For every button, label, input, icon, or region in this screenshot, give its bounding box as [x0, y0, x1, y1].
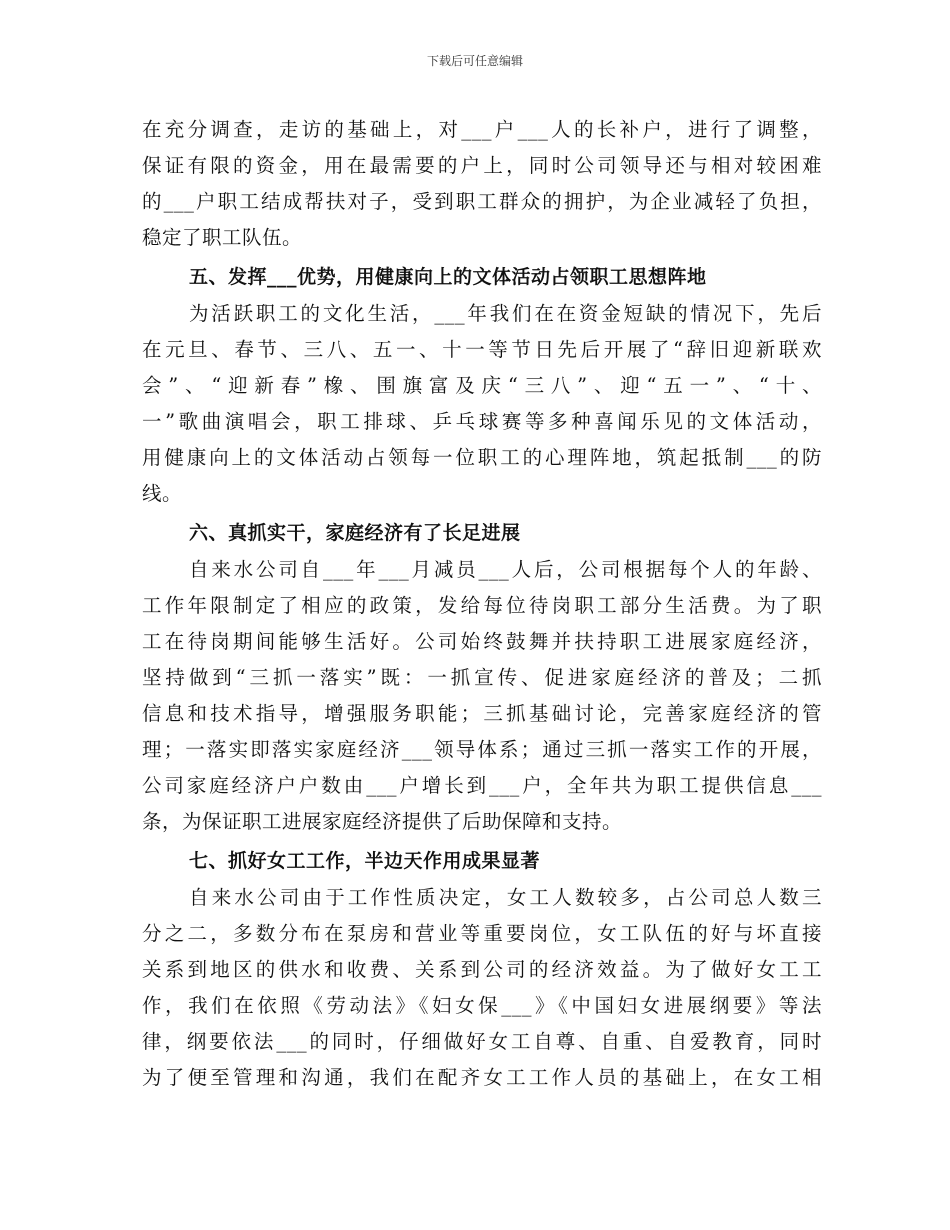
text-line: 作，我们在依照《劳动法》《妇女保___》《中国妇女进展纲要》等法: [142, 994, 822, 1017]
text-line: 为活跃职工的文化生活，___年我们在在资金短缺的情况下，先后: [189, 302, 822, 325]
text-line: 在元旦、春节、三八、五一、十一等节日先后开展了“辞旧迎新联欢: [142, 338, 822, 361]
text-line: 用健康向上的文体活动占领每一位职工的心理阵地，筑起抵制___的防: [142, 446, 822, 469]
text-line: 为了便至管理和沟通，我们在配齐女工工作人员的基础上，在女工相: [142, 1066, 822, 1089]
text-line: 线。: [142, 482, 183, 505]
page-header: 下载后可任意编辑: [426, 54, 523, 68]
text-line: 一”歌曲演唱会，职工排球、乒乓球赛等多种喜闻乐见的文体活动，: [142, 410, 822, 433]
text-line: 自来水公司由于工作性质决定，女工人数较多，占公司总人数三: [189, 886, 822, 909]
text-line: 会”、“迎新春”橡、围旗富及庆“三八”、迎“五一”、“十、: [142, 374, 822, 397]
text-line: 信息和技术指导，增强服务职能；三抓基础讨论，完善家庭经济的管: [142, 702, 822, 725]
text-line: 稳定了职工队伍。: [142, 226, 303, 249]
text-line: 律，纲要依法___的同时，仔细做好女工自尊、自重、自爱教育，同时: [142, 1030, 822, 1053]
section-heading-5: 五、发挥___优势，用健康向上的文体活动占领职工思想阵地: [189, 266, 707, 288]
text-line: 工作年限制定了相应的政策，发给每位待岗职工部分生活费。为了职: [142, 594, 822, 617]
text-line: 公司家庭经济户户数由___户增长到___户，全年共为职工提供信息___: [142, 774, 822, 797]
section-heading-7: 七、抓好女工工作，半边天作用成果显著: [189, 850, 541, 872]
text-line: 保证有限的资金，用在最需要的户上，同时公司领导还与相对较困难: [142, 154, 822, 177]
document-body: [142, 112, 822, 1096]
text-line: 工在待岗期间能够生活好。公司始终鼓舞并扶持职工进展家庭经济，: [142, 630, 822, 653]
text-line: 关系到地区的供水和收费、关系到公司的经济效益。为了做好女工工: [142, 958, 822, 981]
text-line: 分之二，多数分布在泵房和营业等重要岗位，女工队伍的好与坏直接: [142, 922, 822, 945]
text-line: 理；一落实即落实家庭经济___领导体系；通过三抓一落实工作的开展，: [142, 738, 822, 761]
text-line: 坚持做到“三抓一落实”既：一抓宣传、促进家庭经济的普及；二抓: [142, 666, 822, 689]
section-heading-6: 六、真抓实干，家庭经济有了长足进展: [189, 522, 521, 544]
text-line: 在充分调查，走访的基础上，对___户___人的长补户，进行了调整，: [142, 118, 822, 141]
text-line: 的___户职工结成帮扶对子，受到职工群众的拥护，为企业减轻了负担，: [142, 190, 822, 213]
text-line: 条，为保证职工进展家庭经济提供了后助保障和支持。: [142, 810, 623, 833]
text-line: 自来水公司自___年___月减员___人后，公司根据每个人的年龄、: [189, 558, 822, 581]
